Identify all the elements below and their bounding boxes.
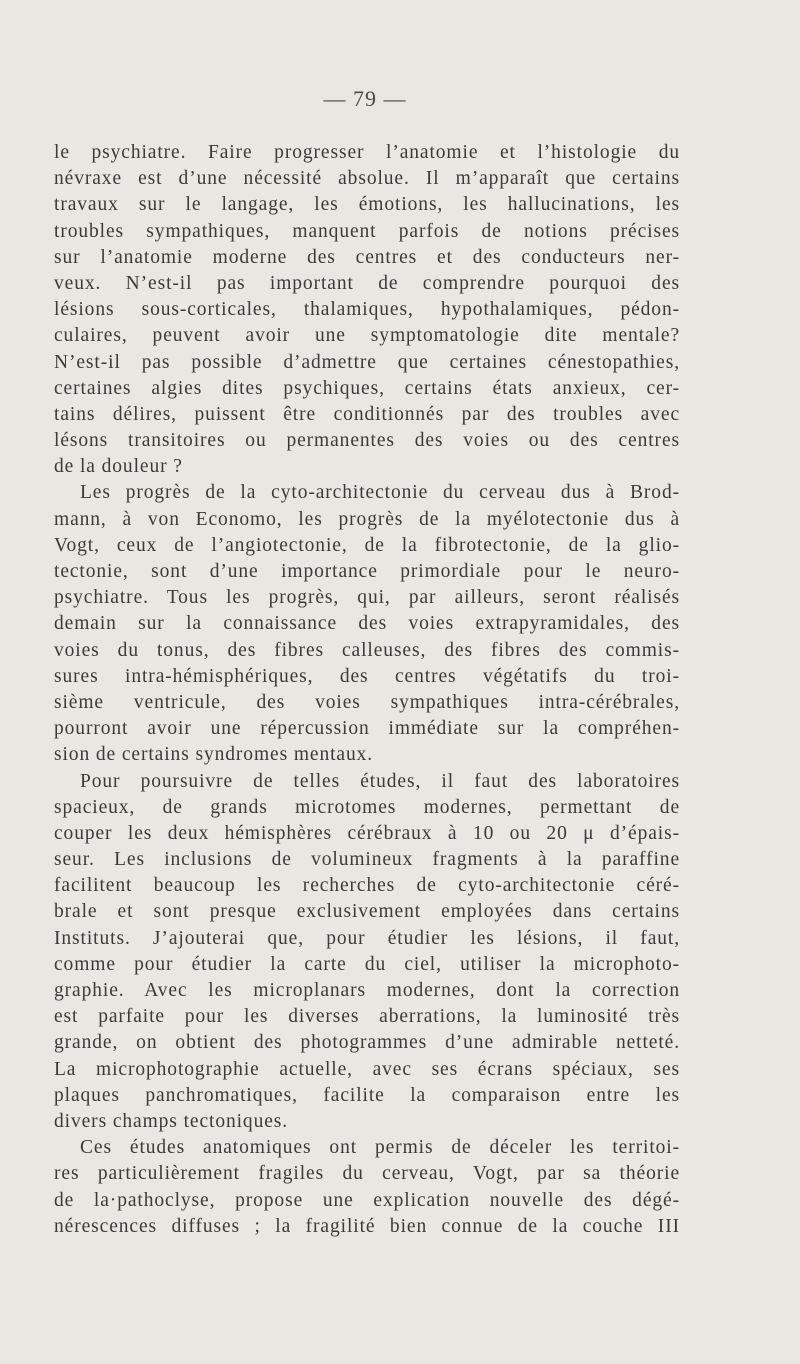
text-line: travaux sur le langage, les émotions, les hallucinations, les bbox=[54, 194, 680, 216]
text-line: Ces études anatomiques ont permis de déceler les territoi- bbox=[80, 1137, 680, 1159]
text-line: pourront avoir une répercussion immédiate sur la compréhen- bbox=[54, 718, 680, 740]
text-line: sion de certains syndromes mentaux. bbox=[54, 744, 374, 766]
text-line: voies du tonus, des fibres calleuses, des fibres des commis- bbox=[54, 639, 680, 661]
text-line: névraxe est d’une nécessité absolue. Il m’apparaît que certains bbox=[54, 168, 680, 190]
text-line: tectonie, sont d’une importance primordiale pour le neuro- bbox=[54, 561, 680, 582]
text-line: lésions sous-corticales, thalamiques, hypothalamiques, pédon- bbox=[54, 299, 680, 321]
text-line: graphie. Avec les microplanars modernes, dont la correction bbox=[54, 980, 680, 1001]
text-line: sième ventricule, des voies sympathiques intra-cérébrales, bbox=[54, 691, 680, 713]
text-line: spacieux, de grands microtomes modernes, permettant de bbox=[54, 796, 680, 818]
text-line: le psychiatre. Faire progresser l’anatomie et l’histologie du bbox=[54, 142, 680, 163]
text-line: plaques panchromatiques, facilite la comparaison entre les bbox=[54, 1084, 680, 1106]
page-number: — 79 — bbox=[323, 86, 407, 111]
text-line: Vogt, ceux de l’angiotectonie, de la fibrotectonie, de la glio- bbox=[54, 534, 680, 556]
text-line: res particulièrement fragiles du cerveau, Vogt, par sa théorie bbox=[54, 1163, 680, 1185]
text-line: seur. Les inclusions de volumineux fragments à la paraffine bbox=[54, 849, 680, 871]
text-line: de la douleur ? bbox=[54, 456, 183, 478]
text-line: facilitent beaucoup les recherches de cyto-architectonie céré- bbox=[54, 875, 680, 897]
text-line: nérescences diffuses ; la fragilité bien connue de la couche III bbox=[54, 1215, 680, 1237]
text-line: troubles sympathiques, manquent parfois de notions précises bbox=[54, 220, 680, 242]
text-line: couper les deux hémisphères cérébraux à 10 ou 20 μ d’épais- bbox=[54, 822, 680, 844]
text-line: Instituts. J’ajouterai que, pour étudier les lésions, il faut, bbox=[54, 927, 680, 949]
text-line: de la·pathoclyse, propose une explication nouvelle des dégé- bbox=[54, 1189, 680, 1211]
text-line: Les progrès de la cyto-architectonie du cerveau dus à Brod- bbox=[80, 482, 680, 504]
text-line: La microphotographie actuelle, avec ses écrans spéciaux, ses bbox=[54, 1058, 680, 1080]
text-line: demain sur la connaissance des voies extrapyramidales, des bbox=[54, 613, 680, 635]
text-line: mann, à von Economo, les progrès de la myélotectonie dus à bbox=[54, 508, 680, 530]
text-line: culaires, peuvent avoir une symptomatologie dite mentale? bbox=[54, 325, 680, 347]
text-line: psychiatre. Tous les progrès, qui, par ailleurs, seront réalisés bbox=[54, 587, 680, 609]
text-line: brale et sont presque exclusivement employées dans certains bbox=[54, 901, 680, 923]
text-line: certaines algies dites psychiques, certains états anxieux, cer- bbox=[54, 377, 680, 399]
text-line: N’est-il pas possible d’admettre que certaines cénestopathies, bbox=[54, 351, 680, 373]
text-line: sur l’anatomie moderne des centres et des conducteurs ner- bbox=[54, 246, 680, 268]
text-line: veux. N’est-il pas important de comprendre pourquoi des bbox=[54, 272, 680, 294]
body-text bbox=[54, 140, 680, 1240]
text-line: sures intra-hémisphériques, des centres végétatifs du troi- bbox=[54, 665, 680, 687]
text-line: lésons transitoires ou permanentes des voies ou des centres bbox=[54, 430, 680, 452]
text-line: Pour poursuivre de telles études, il faut des laboratoires bbox=[80, 770, 680, 792]
text-line: est parfaite pour les diverses aberrations, la luminosité très bbox=[54, 1006, 680, 1028]
text-line: grande, on obtient des photogrammes d’une admirable netteté. bbox=[54, 1032, 680, 1054]
text-line: comme pour étudier la carte du ciel, utiliser la microphoto- bbox=[54, 953, 680, 975]
text-line: tains délires, puissent être conditionnés par des troubles avec bbox=[54, 403, 680, 425]
text-line: divers champs tectoniques. bbox=[54, 1110, 289, 1132]
